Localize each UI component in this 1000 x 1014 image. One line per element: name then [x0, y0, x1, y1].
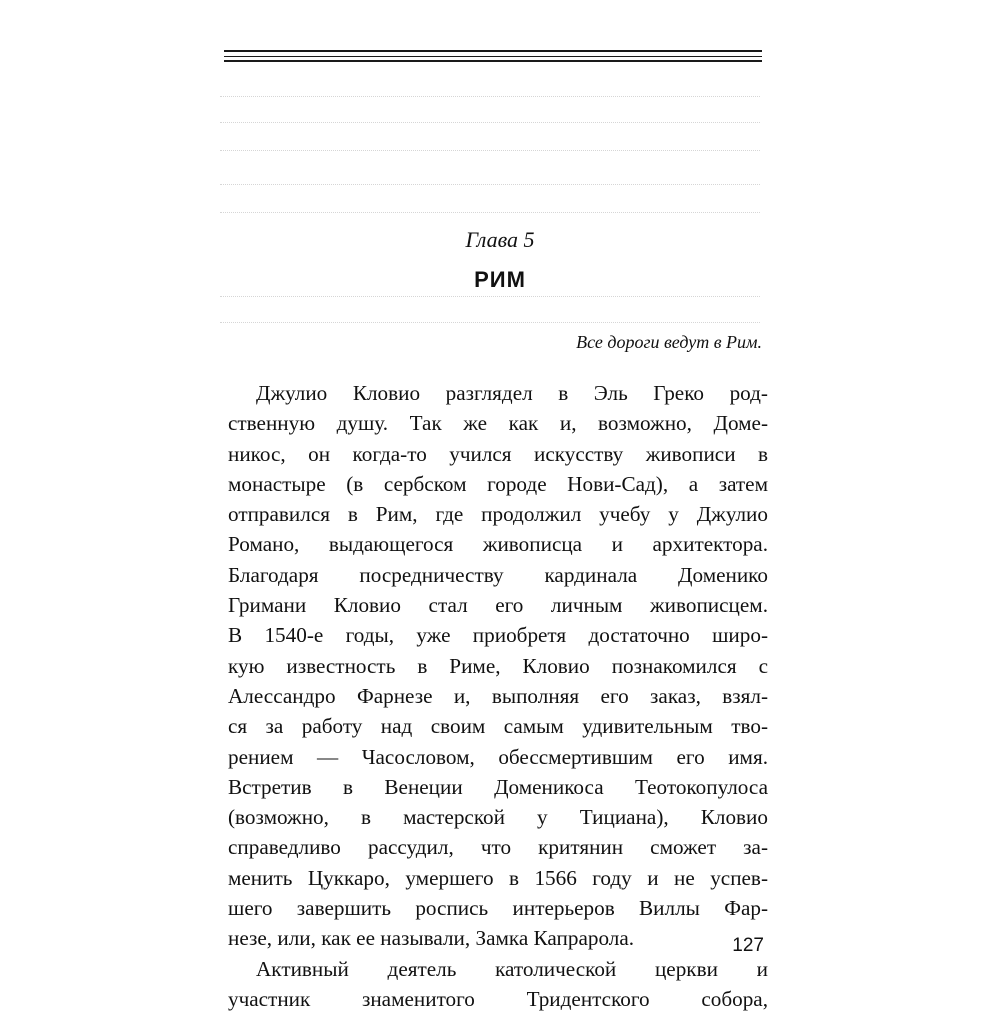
bleed-through-line	[220, 212, 760, 213]
bleed-through-line	[220, 96, 760, 97]
bleed-through-line	[220, 150, 760, 151]
text-line: рением — Часословом, обессмертившим его имя.	[228, 744, 768, 769]
header-rule	[224, 60, 762, 62]
text-line: Встретив в Венеции Доменикоса Теотокопулоса	[228, 774, 768, 799]
text-line: Романо, выдающегося живописца и архитектора.	[228, 532, 768, 557]
text-line: ся за работу над своим самым удивительным тво-	[228, 714, 768, 739]
text-line: Джулио Кловио разглядел в Эль Греко род-	[256, 381, 768, 405]
bleed-through-line	[220, 184, 760, 185]
text-line: Благодаря посредничеству кардинала Доменико	[228, 562, 768, 587]
text-line: ственную душу. Так же как и, возможно, Доме-	[228, 411, 768, 436]
bleed-through-line	[220, 322, 760, 323]
text-line: участник знаменитого Тридентского собора,	[228, 986, 768, 1011]
page-number: 127	[732, 935, 764, 956]
epigraph: Все дороги ведут в Рим.	[576, 332, 762, 352]
chapter-title: РИМ	[474, 267, 526, 292]
text-line: (возможно, в мастерской у Тициана), Кловио	[228, 805, 768, 830]
text-line: никос, он когда-то учился искусству живописи в	[228, 441, 768, 466]
header-rule	[224, 50, 762, 52]
text-line: незе, или, как ее называли, Замка Капрарола.	[228, 926, 635, 951]
text-line: Гримани Кловио стал его личным живописцем.	[228, 593, 768, 618]
text-line: В 1540-е годы, уже приобретя достаточно широ-	[228, 623, 768, 648]
bleed-through-line	[220, 122, 760, 123]
text-line: шего завершить роспись интерьеров Виллы Фар-	[228, 896, 768, 921]
bleed-through-line	[220, 296, 760, 297]
text-line: Активный деятель католической церкви и	[256, 956, 768, 981]
body-text	[228, 378, 768, 1014]
text-line: отправился в Рим, где продолжил учебу у Джулио	[228, 502, 768, 527]
text-line: менить Цуккаро, умершего в 1566 году и не успев-	[228, 865, 768, 890]
chapter-label: Глава 5	[465, 227, 535, 252]
text-line: Алессандро Фарнезе и, выполняя его заказ, взял-	[228, 683, 768, 708]
text-line: кую известность в Риме, Кловио познакомился с	[228, 653, 768, 678]
text-line: справедливо рассудил, что критянин сможет за-	[228, 835, 768, 860]
text-line: монастыре (в сербском городе Нови-Сад), а затем	[228, 471, 768, 496]
header-rule	[224, 56, 762, 57]
